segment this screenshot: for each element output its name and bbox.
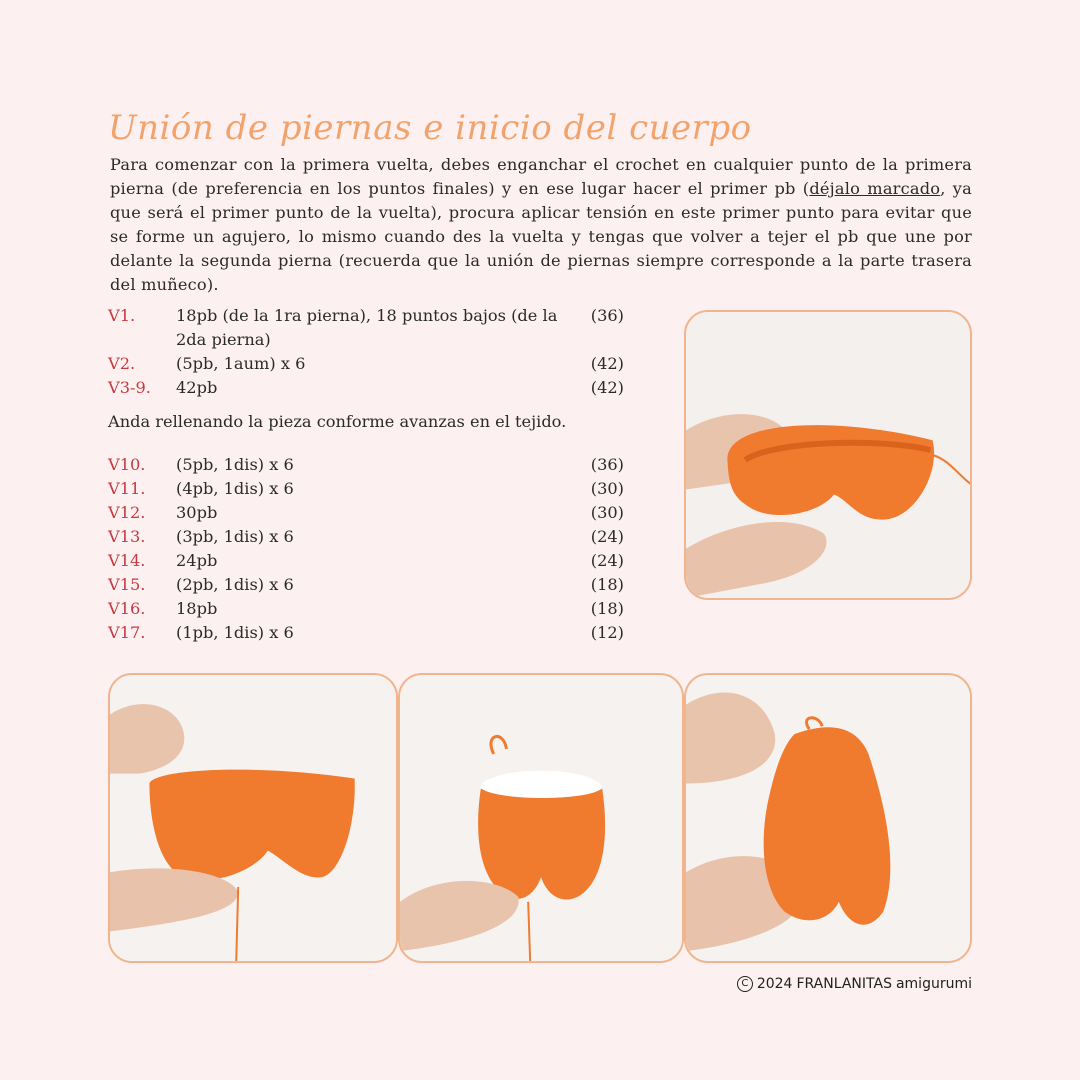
round-count: (24) xyxy=(590,527,624,546)
round-instruction: 30pb xyxy=(176,503,218,522)
round-instruction: (1pb, 1dis) x 6 xyxy=(176,623,294,642)
round-label: V3-9. xyxy=(108,378,151,397)
round-label: V10. xyxy=(108,455,146,474)
round-instruction: 42pb xyxy=(176,378,218,397)
round-instruction: (3pb, 1dis) x 6 xyxy=(176,527,294,546)
round-count: (36) xyxy=(590,306,624,325)
round-count: (18) xyxy=(590,575,624,594)
copyright-suffix: amigurumi xyxy=(895,976,972,992)
copyright-icon: C xyxy=(737,976,753,992)
round-instruction: 18pb xyxy=(176,599,218,618)
round-count: (24) xyxy=(590,551,624,570)
round-count: (30) xyxy=(590,479,624,498)
photo-joined-legs-illustration xyxy=(686,312,970,598)
copyright-year: 2024 xyxy=(756,976,793,992)
round-row xyxy=(108,621,624,645)
photo-body-progress xyxy=(684,673,972,963)
round-row xyxy=(108,549,624,573)
round-count: (42) xyxy=(590,378,624,397)
round-label: V2. xyxy=(108,354,136,373)
round-label: V15. xyxy=(108,575,146,594)
round-row xyxy=(108,525,624,549)
round-label: V1. xyxy=(108,306,136,325)
rounds-list-b xyxy=(108,453,624,645)
round-instruction: 18pb (de la 1ra pierna), 18 puntos bajos (de la 2da pierna) xyxy=(176,306,558,349)
page-title: Unión de piernas e inicio del cuerpo xyxy=(108,108,752,148)
rounds-list-a xyxy=(108,304,624,400)
intro-text-2: , ya que será el primer punto de la vuelta), procura aplicar tensión en este primer punto para evitar que se forme un agujero, lo mismo cuando des la vuelta y tengas que volver a tejer el pb que une por delante la segunda pierna (recuerda que la unión de piernas siempre corresponde a la parte trasera del muñeco). xyxy=(110,179,973,294)
photo-body-progress-illustration xyxy=(686,675,970,961)
round-label: V17. xyxy=(108,623,146,642)
round-row xyxy=(108,597,624,621)
intro-text-1: Para comenzar con la primera vuelta, debes enganchar el crochet en cualquier punto de la primera pierna (de preferencia en los puntos finales) y en ese lugar hacer el primer pb ( xyxy=(110,155,972,198)
round-instruction: (2pb, 1dis) x 6 xyxy=(176,575,294,594)
photo-body-stuffed xyxy=(398,673,684,963)
round-count: (30) xyxy=(590,503,624,522)
round-row xyxy=(108,304,624,352)
round-count: (36) xyxy=(590,455,624,474)
round-count: (42) xyxy=(590,354,624,373)
intro-underlined-text: déjalo marcado xyxy=(809,179,941,198)
round-instruction: (5pb, 1aum) x 6 xyxy=(176,354,306,373)
photo-legs-side-illustration xyxy=(110,675,396,961)
photo-legs-side-view xyxy=(108,673,398,963)
round-instruction: 24pb xyxy=(176,551,218,570)
copyright-brand: FRANLANITAS xyxy=(796,976,892,992)
round-label: V14. xyxy=(108,551,146,570)
round-count: (12) xyxy=(590,623,624,642)
round-row xyxy=(108,453,624,477)
round-row xyxy=(108,573,624,597)
round-instruction: (5pb, 1dis) x 6 xyxy=(176,455,294,474)
round-label: V12. xyxy=(108,503,146,522)
stuffing-note: Anda rellenando la pieza conforme avanzas en el tejido. xyxy=(108,412,567,431)
round-row xyxy=(108,477,624,501)
copyright-footer xyxy=(737,976,972,992)
round-row xyxy=(108,376,624,400)
intro-paragraph xyxy=(110,153,972,297)
round-count: (18) xyxy=(590,599,624,618)
round-row xyxy=(108,501,624,525)
round-instruction: (4pb, 1dis) x 6 xyxy=(176,479,294,498)
round-row xyxy=(108,352,624,376)
round-label: V13. xyxy=(108,527,146,546)
round-label: V16. xyxy=(108,599,146,618)
photo-joined-legs xyxy=(684,310,972,600)
photo-body-stuffed-illustration xyxy=(400,675,682,961)
round-label: V11. xyxy=(108,479,146,498)
